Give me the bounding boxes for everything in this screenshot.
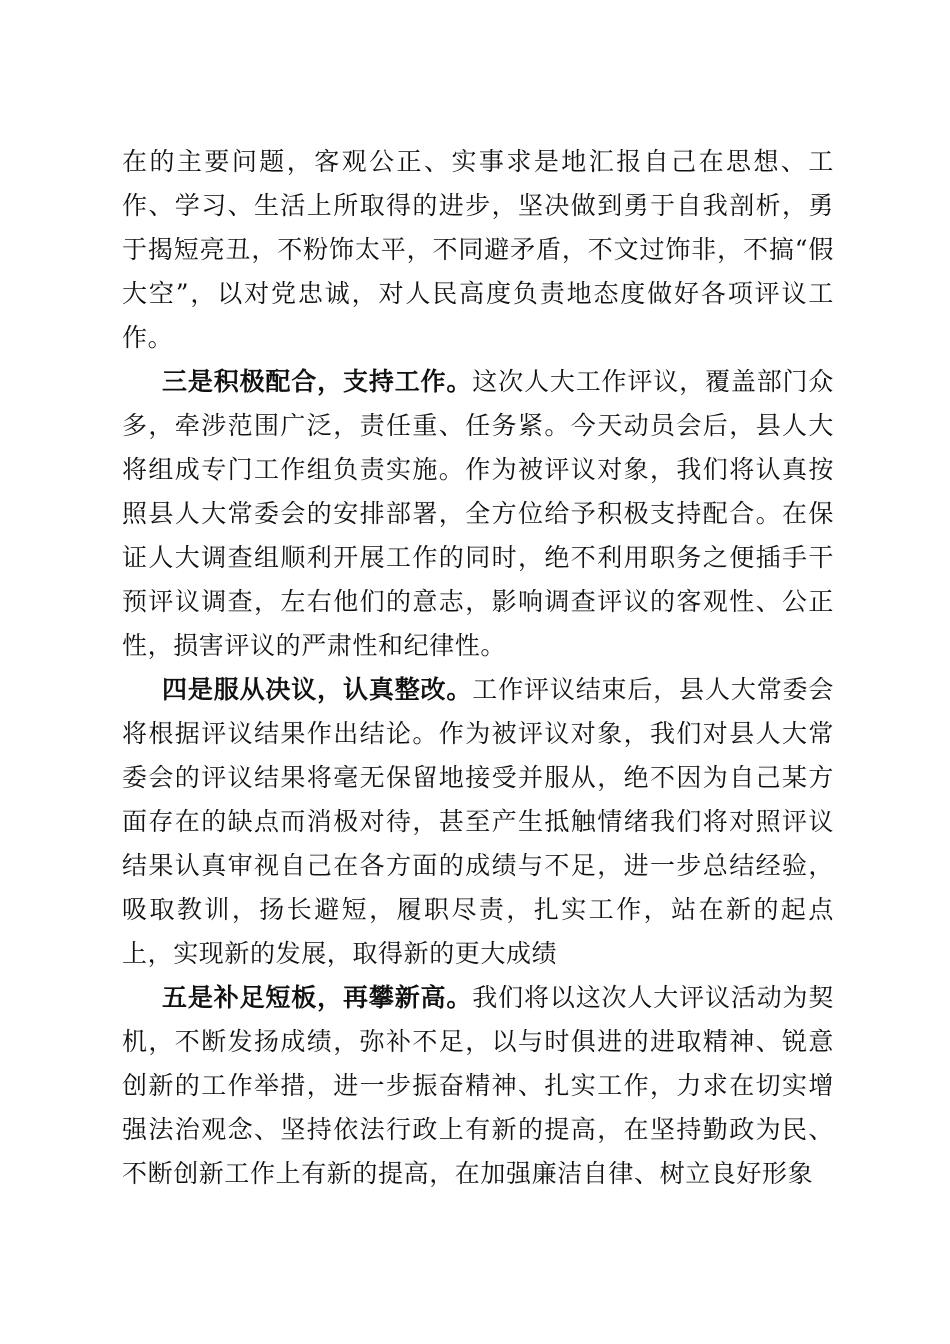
paragraph-body: 在的主要问题，客观公正、实事求是地汇报自己在思想、工作、学习、生活上所取得的进步，坚决做到勇于自我剖析，勇于揭短亮丑，不粉饰太平，不同避矛盾，不文过饰非，不搞“假大空”，以对党忠诚，对人民高度负责地态度做好各项评议工作。 bbox=[122, 147, 834, 352]
paragraph-point-three bbox=[122, 360, 834, 668]
paragraph-body: 工作评议结束后，县人大常委会将根据评议结果作出结论。作为被评议对象，我们对县人大常委会的评议结果将毫无保留地接受并服从，绝不因为自己某方面存在的缺点而消极对待，甚至产生抵触情绪我们将对照评议结果认真审视自己在各方面的成绩与不足，进一步总结经验，吸取教训，扬长避短，履职尽责，扎实工作，站在新的起点上，实现新的发展，取得新的更大成绩 bbox=[122, 675, 835, 968]
paragraph-lead: 五是补足短板，再攀新高。 bbox=[162, 983, 473, 1012]
paragraph-body: 这次人大工作评议，覆盖部门众多，牵涉范围广泛，责任重、任务紧。今天动员会后，县人大将组成专门工作组负责实施。作为被评议对象，我们将认真按照县人大常委会的安排部署，全方位给予积极支持配合。在保证人大调查组顺利开展工作的同时，绝不利用职务之便插手干预评议调查，左右他们的意志，影响调查评议的客观性、公正性，损害评议的严肃性和纪律性。 bbox=[122, 367, 835, 660]
paragraph-point-four bbox=[122, 668, 834, 976]
document-body bbox=[122, 140, 834, 1196]
paragraph-body: 我们将以这次人大评议活动为契机，不断发扬成绩，弥补不足，以与时俱进的进取精神、锐意创新的工作举措，进一步振奋精神、扎实工作，力求在切实增强法治观念、坚持依法行政上有新的提高，在坚持勤政为民、不断创新工作上有新的提高，在加强廉洁自律、树立良好形象 bbox=[122, 983, 835, 1188]
paragraph-lead: 三是积极配合，支持工作。 bbox=[162, 367, 473, 396]
paragraph-point-five bbox=[122, 976, 834, 1196]
paragraph-lead: 四是服从决议，认真整改。 bbox=[162, 675, 473, 704]
paragraph-continuation bbox=[122, 140, 834, 360]
